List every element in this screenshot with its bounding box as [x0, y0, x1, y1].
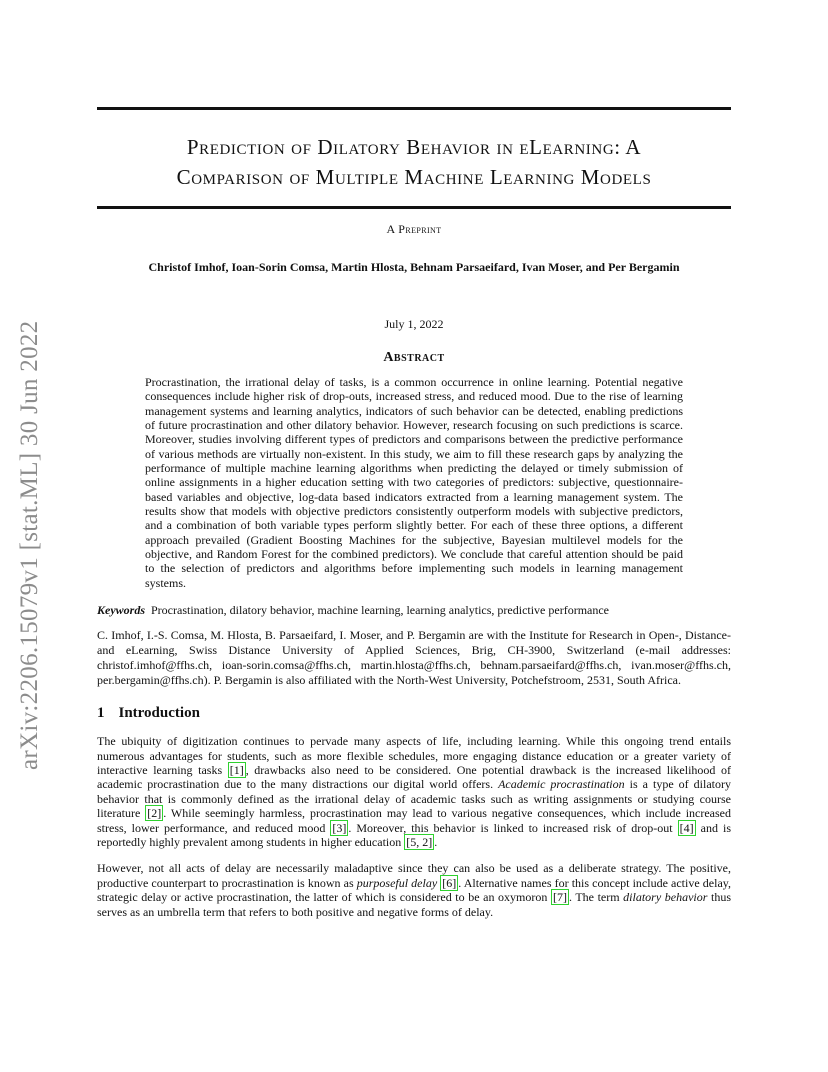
- title-line-2: Comparison of Multiple Machine Learning Models: [176, 165, 652, 189]
- intro-paragraph-1: [97, 734, 731, 849]
- keywords-line: [97, 603, 731, 618]
- text-run: . The term: [568, 890, 624, 905]
- text-run: . Alternative names for this concept include active delay, strategic delay or active procrastination, the latter of which is considered to be an oxymoron: [97, 875, 731, 905]
- text-run: and is reportedly highly prevalent among students in higher education: [97, 820, 731, 849]
- section-heading-introduction: [97, 705, 731, 722]
- citation-link[interactable]: [2]: [147, 806, 162, 821]
- citation-link[interactable]: [6]: [442, 875, 457, 890]
- section-title: Introduction: [118, 705, 200, 722]
- text-run: .: [434, 835, 438, 849]
- title-top-rule: [97, 107, 731, 110]
- citation-link[interactable]: [5, 2]: [406, 835, 433, 849]
- section-number: 1: [97, 705, 105, 722]
- text-run: thus serves as an umbrella term that refers to both positive and negative forms of delay.: [97, 890, 731, 919]
- citation-link[interactable]: [4]: [679, 820, 694, 835]
- author-list: Christof Imhof, Ioan-Sorin Comsa, Martin Hlosta, Behnam Parsaeifard, Ivan Moser, and Per Bergamin: [148, 260, 680, 274]
- paper-title: [97, 132, 731, 192]
- abstract-text: Procrastination, the irrational delay of tasks, is a common occurrence in online learning. Potential negative consequences include higher risk of drop-outs, increased stress, and reduced mood. Due to the rise of learning management systems and learning analytics, indicators of such behavior can be detected, enabling predictions of future procrastination and other dilatory behavior. However, research focusing on such predictions is scarce. Moreover, studies involving different types of predictors and comparisons between the predictive performance of various methods are virtually non-existent. In this study, we aim to fill these research gaps by analyzing the performance of multiple machine learning algorithms when predicting the delayed or timely submission of online assignments in a higher education setting with two categories of predictors: subjective, questionnaire-based variables and objective, log-data based indicators extracted from a learning management system. The results show that models with objective predictors consistently outperform models with subjective predictors, and a combination of both variable types perform slightly better. For each of these three options, a different approach prevailed (Gradient Boosting Machines for the subjective, Bayesian multilevel models for the objective, and Random Forest for the combined predictors). We conclude that careful attention should be paid to the selection of predictors and algorithms before implementing such models in learning management systems.: [145, 375, 683, 590]
- title-bottom-rule: [97, 206, 731, 209]
- intro-paragraph-2: [97, 861, 731, 919]
- emphasis-term: purposeful delay: [356, 875, 438, 890]
- abstract-heading: Abstract: [383, 350, 445, 365]
- emphasis-term: dilatory behavior: [623, 890, 708, 905]
- text-run: However, not all acts of delay are necessarily maladaptive since they can also be used as a deliberate strategy. The positive, productive counterpart to procrastination is known as: [97, 861, 731, 890]
- emphasis-term: Academic procrastination: [498, 777, 625, 792]
- text-run: . Moreover, this behavior is linked to increased risk of drop-out: [348, 820, 678, 835]
- publication-date: July 1, 2022: [384, 317, 444, 331]
- text-run: . While seemingly harmless, procrastination may lead to various negative consequences, which include increased stress, lower performance, and reduced mood: [97, 806, 731, 835]
- text-run: The ubiquity of digitization continues to pervade many aspects of life, including learning. While this ongoing trend entails numerous advantages for students, such as more flexible schedules, more engaging distance education or a greater variety of interactive learning tasks: [97, 734, 731, 777]
- citation-link[interactable]: [7]: [552, 890, 567, 905]
- text-run: is a type of dilatory behavior that is commonly defined as the irrational delay of academic tasks such as writing assignments or studying course literature: [97, 777, 731, 821]
- keywords-label: Keywords: [97, 603, 145, 618]
- text-run: , drawbacks also need to be considered. One potential drawback is the increased likelihood of academic procrastination due to the many distractions our digital world offers.: [97, 762, 732, 792]
- affiliation-note: C. Imhof, I.-S. Comsa, M. Hlosta, B. Parsaeifard, I. Moser, and P. Bergamin are with the Institute for Research in Open-, Distance- and eLearning, Swiss Distance University of Applied Sciences, Brig, CH-3900, Switzerland (e-mail addresses: christof.imhof@ffhs.ch, ioan-sorin.comsa@ffhs.ch, martin.hlosta@ffhs.ch, behnam.parsaeifard@ffhs.ch, ivan.moser@ffhs.ch, per.bergamin@ffhs.ch). P. Bergamin is also affiliated with the North-West University, Potchefstroom, 2531, South Africa.: [97, 628, 731, 688]
- arxiv-identifier-stamp: arXiv:2206.15079v1 [stat.ML] 30 Jun 2022: [16, 320, 43, 770]
- citation-link[interactable]: [3]: [332, 820, 347, 835]
- preprint-label: A Preprint: [386, 222, 442, 236]
- paper-page: [97, 0, 731, 931]
- citation-link[interactable]: [1]: [229, 762, 244, 777]
- keywords-text: Procrastination, dilatory behavior, machine learning, learning analytics, predictive performance: [151, 603, 610, 618]
- title-line-1: Prediction of Dilatory Behavior in eLearning: A: [186, 135, 642, 159]
